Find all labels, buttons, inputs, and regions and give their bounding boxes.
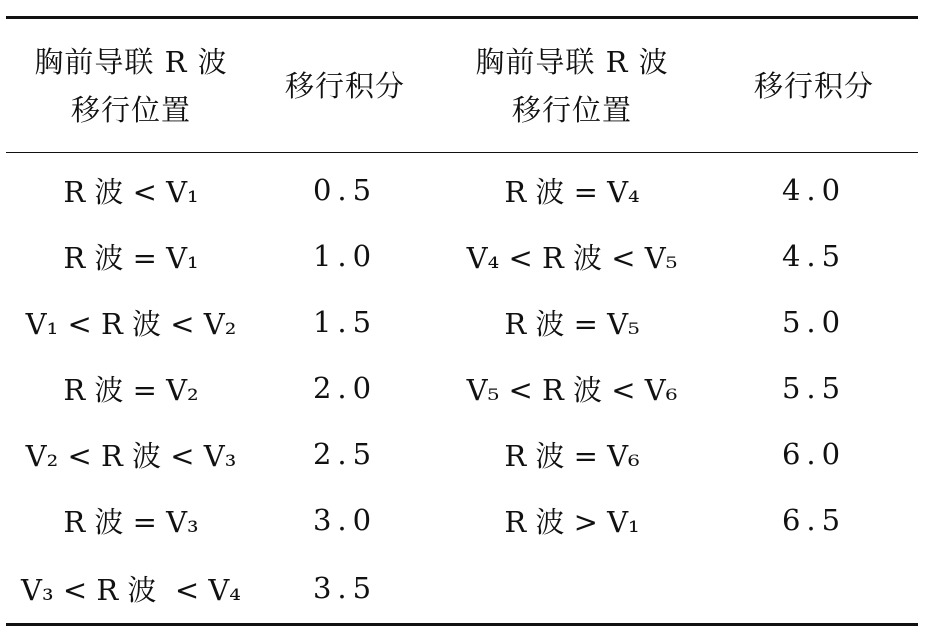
right-position-cell: R 波 > V₁ xyxy=(504,504,640,539)
table-row xyxy=(6,421,918,487)
table-row xyxy=(6,289,918,355)
right-score-cell: 4.0 xyxy=(781,173,847,207)
left-score-cell: 2.0 xyxy=(312,371,378,405)
left-position-cell: R 波 = V₂ xyxy=(63,372,199,407)
left-position-cell: V₂ < R 波 < V₃ xyxy=(25,438,237,473)
left-score-cell: 1.5 xyxy=(312,305,378,339)
table-row xyxy=(6,153,918,224)
left-position-cell: V₁ < R 波 < V₂ xyxy=(25,306,237,341)
left-score-cell: 2.5 xyxy=(312,437,378,471)
left-position-cell: R 波 = V₁ xyxy=(63,240,199,275)
header-position-line2: 移行位置 xyxy=(70,92,191,127)
right-position-cell: R 波 = V₅ xyxy=(504,306,640,341)
transition-score-table xyxy=(6,16,918,626)
header-position-line2: 移行位置 xyxy=(511,92,632,127)
header-position-left xyxy=(6,18,256,153)
right-position-cell: R 波 = V₆ xyxy=(504,438,640,473)
right-score-cell: 4.5 xyxy=(781,239,847,273)
right-score-cell: 6.0 xyxy=(781,437,847,471)
right-position-cell xyxy=(434,553,710,625)
table-row xyxy=(6,223,918,289)
header-position-line1: 胸前导联 R 波 xyxy=(475,44,669,79)
right-position-cell: V₄ < R 波 < V₅ xyxy=(466,240,678,275)
right-score-cell: 5.5 xyxy=(781,371,847,405)
left-score-cell: 0.5 xyxy=(312,173,378,207)
table-row xyxy=(6,355,918,421)
table-body xyxy=(6,153,918,625)
header-position-line1: 胸前导联 R 波 xyxy=(34,44,228,79)
transition-score-table-wrapper xyxy=(6,16,918,626)
header-score-right: 移行积分 xyxy=(753,68,874,103)
right-score-cell: 5.0 xyxy=(781,305,847,339)
right-position-cell: R 波 = V₄ xyxy=(504,174,640,209)
header-row xyxy=(6,18,918,153)
left-position-cell: V₃ < R 波 < V₄ xyxy=(21,572,241,607)
left-score-cell: 3.0 xyxy=(312,503,378,537)
table-header xyxy=(6,18,918,153)
header-position-right xyxy=(434,18,710,153)
right-score-cell: 6.5 xyxy=(781,503,847,537)
right-score-cell xyxy=(710,553,918,625)
right-position-cell: V₅ < R 波 < V₆ xyxy=(466,372,678,407)
table-row xyxy=(6,487,918,553)
left-score-cell: 1.0 xyxy=(312,239,378,273)
left-score-cell: 3.5 xyxy=(312,571,378,605)
table-row xyxy=(6,553,918,625)
left-position-cell: R 波 < V₁ xyxy=(63,174,199,209)
left-position-cell: R 波 = V₃ xyxy=(63,504,199,539)
header-score-left: 移行积分 xyxy=(284,68,405,103)
